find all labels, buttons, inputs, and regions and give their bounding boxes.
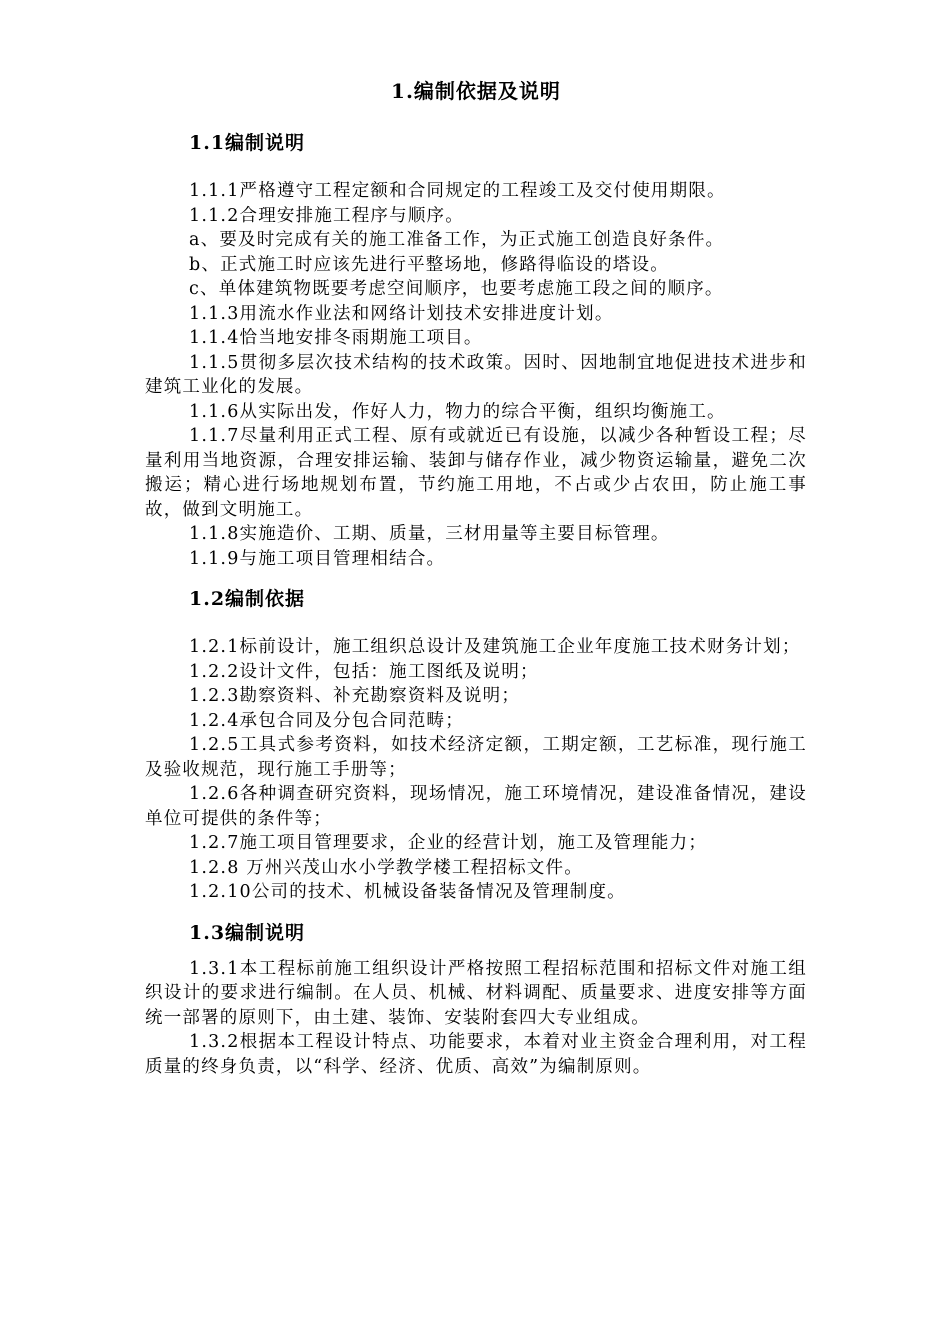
paragraph: 1.2.10公司的技术、机械设备装备情况及管理制度。 (189, 882, 626, 902)
paragraph: 1.1.1严格遵守工程定额和合同规定的工程竣工及交付使用期限。 (189, 181, 726, 201)
paragraph: 1.1.7尽量利用正式工程、原有或就近已有设施，以减少各种暂设工程；尽量利用当地资源，合理安排运输、装卸与储存作业，减少物资运输量，避免二次搬运；精心进行场地规划布置，节约施工用地，不占或少占农田，防止施工事故，做到文明施工。 (145, 426, 807, 520)
paragraph: 1.2.7施工项目管理要求，企业的经营计划，施工及管理能力； (189, 833, 708, 853)
spacer (145, 613, 807, 635)
section-heading: 1.3编制说明 (189, 921, 306, 944)
paragraph: 1.2.3勘察资料、补充勘察资料及说明； (189, 686, 521, 706)
paragraph: 1.2.8 万州兴茂山水小学教学楼工程招标文件。 (189, 857, 583, 878)
paragraph: 1.1.2合理安排施工程序与顺序。 (189, 205, 464, 226)
paragraph: 1.2.4承包合同及分包合同范畴； (189, 710, 464, 731)
section-1-1 (145, 129, 807, 571)
paragraph: 1.1.8实施造价、工期、质量，三材用量等主要目标管理。 (189, 524, 670, 544)
paragraph: 1.2.5工具式参考资料，如技术经济定额，工期定额，工艺标准，现行施工及验收规范，现行施工手册等； (145, 735, 807, 780)
paragraph: 1.1.5贯彻多层次技术结构的技术政策。因时、因地制宜地促进技术进步和建筑工业化的发展。 (145, 352, 807, 397)
paragraph: 1.2.2设计文件，包括：施工图纸及说明； (189, 661, 539, 682)
paragraph: 1.1.4恰当地安排冬雨期施工项目。 (189, 328, 483, 348)
paragraph: 1.3.1本工程标前施工组织设计严格按照工程招标范围和招标文件对施工组织设计的要求进行编制。在人员、机械、材料调配、质量要求、进度安排等方面统一部署的原则下，由土建、装饰、安装附套四大专业组成。 (145, 958, 807, 1028)
spacer (145, 571, 807, 585)
section-heading: 1.1编制说明 (189, 132, 306, 154)
paragraph: b、正式施工时应该先进行平整场地，修路得临设的塔设。 (189, 254, 669, 275)
paragraph: 1.2.6各种调查研究资料，现场情况，施工环境情况，建设准备情况，建设单位可提供的条件等； (145, 784, 807, 829)
paragraph: 1.1.6从实际出发，作好人力，物力的综合平衡，组织均衡施工。 (189, 401, 726, 422)
paragraph: c、单体建筑物既要考虑空间顺序，也要考虑施工段之间的顺序。 (189, 279, 724, 299)
section-1-2 (145, 585, 807, 905)
paragraph: 1.3.2根据本工程设计特点、功能要求，本着对业主资金合理利用，对工程质量的终身负责，以“科学、经济、优质、高效”为编制原则。 (145, 1032, 807, 1077)
spacer (145, 905, 807, 919)
paragraph: a、要及时完成有关的施工准备工作，为正式施工创造良好条件。 (189, 230, 725, 250)
paragraph: 1.1.3用流水作业法和网络计划技术安排进度计划。 (189, 303, 614, 324)
document-body (145, 76, 807, 1079)
section-heading: 1.2编制依据 (189, 588, 306, 610)
spacer (145, 947, 807, 957)
document-title: 1.编制依据及说明 (391, 79, 561, 103)
paragraph: 1.1.9与施工项目管理相结合。 (189, 548, 446, 569)
section-1-3 (145, 919, 807, 1080)
paragraph: 1.2.1标前设计，施工组织总设计及建筑施工企业年度施工技术财务计划； (189, 637, 801, 657)
spacer (145, 157, 807, 179)
